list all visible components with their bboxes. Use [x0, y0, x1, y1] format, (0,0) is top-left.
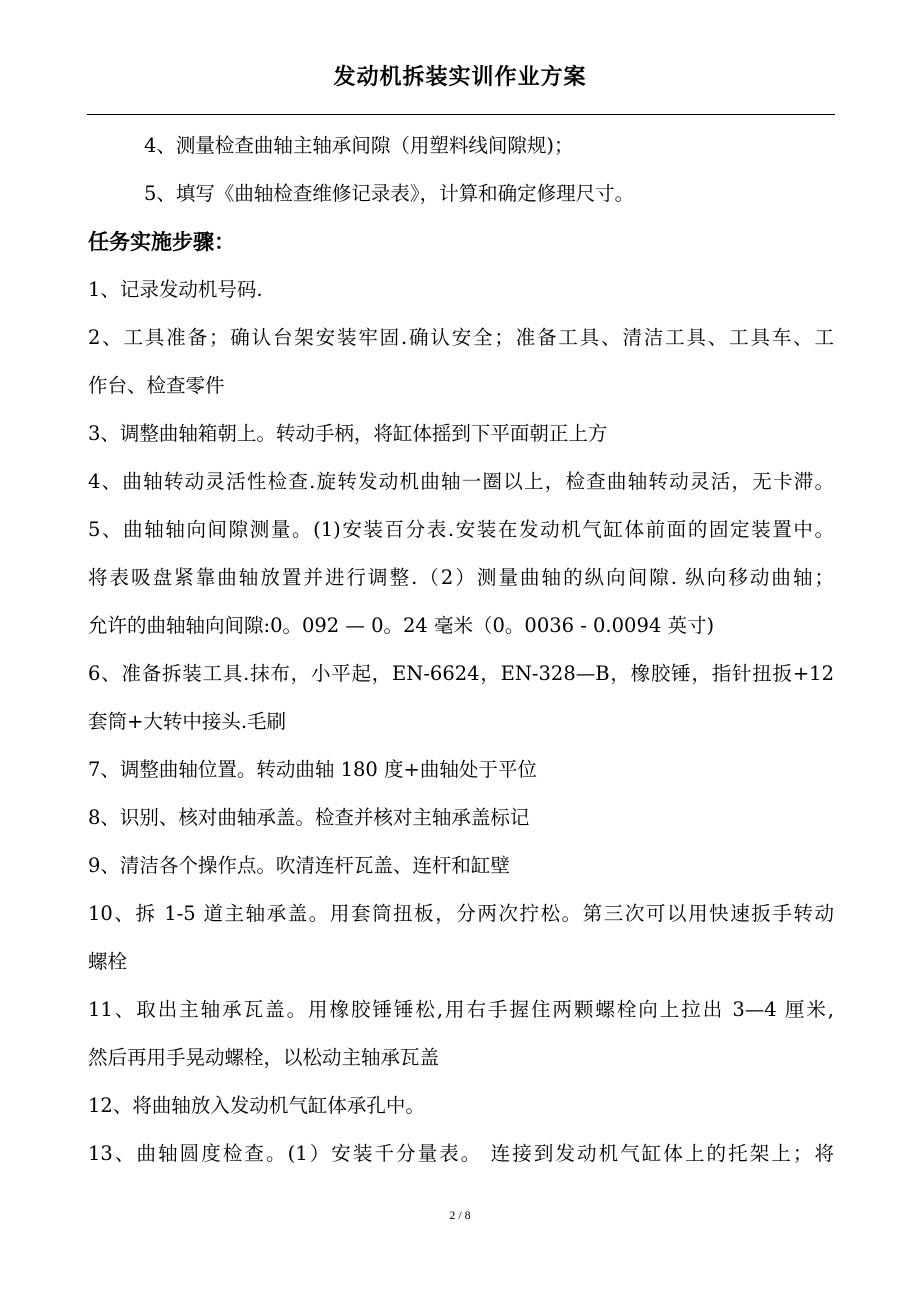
paragraph-line: 8、识别、核对曲轴承盖。检查并核对主轴承盖标记 [88, 806, 530, 829]
paragraph-line: 套筒+大转中接头.毛刷 [88, 710, 287, 733]
paragraph-line: 3、调整曲轴箱朝上。转动手柄，将缸体摇到下平面朝正上方 [88, 422, 608, 445]
paragraph-line: 2、工具准备；确认台架安装牢固.确认安全；准备工具、清洁工具、工具车、工 [88, 326, 834, 349]
paragraph-line: 9、清洁各个操作点。吹清连杆瓦盖、连杆和缸壁 [88, 854, 510, 877]
document-body [88, 122, 834, 1178]
paragraph-line: 作台、检查零件 [88, 374, 225, 397]
paragraph-line: 然后再用手晃动螺栓，以松动主轴承瓦盖 [88, 1046, 440, 1069]
paragraph-line: 10、拆 1-5 道主轴承盖。用套筒扭板，分两次拧松。第三次可以用快速扳手转动 [88, 902, 834, 925]
paragraph-line: 12、将曲轴放入发动机气缸体承孔中。 [88, 1094, 425, 1117]
paragraph-line: 4、曲轴转动灵活性检查.旋转发动机曲轴一圈以上，检查曲轴转动灵活，无卡滞。 [88, 470, 834, 493]
paragraph-line: 螺栓 [88, 950, 128, 973]
paragraph-line: 允许的曲轴轴向间隙:0。092 — 0。24 毫米（0。0036 - 0.0094 英寸) [88, 614, 715, 637]
page-number: 2 / 8 [449, 1208, 471, 1222]
page-title: 发动机拆装实训作业方案 [333, 65, 587, 90]
paragraph-line: 1、记录发动机号码. [88, 278, 263, 301]
header-divider [87, 114, 835, 115]
paragraph-line: 13、曲轴圆度检查。(1）安装千分量表。 连接到发动机气缸体上的托架上；将 [88, 1142, 834, 1165]
paragraph-line: 将表吸盘紧靠曲轴放置并进行调整.（2）测量曲轴的纵向间隙. 纵向移动曲轴； [88, 566, 834, 589]
paragraph-line: 7、调整曲轴位置。转动曲轴 180 度+曲轴处于平位 [88, 758, 537, 781]
paragraph-line: 11、取出主轴承瓦盖。用橡胶锤锤松,用右手握住两颗螺栓向上拉出 3—4 厘米, [88, 998, 834, 1021]
paragraph-line: 5、填写《曲轴检查维修记录表》，计算和确定修理尺寸。 [144, 182, 635, 205]
section-heading: 任务实施步骤： [88, 230, 235, 254]
paragraph-line: 6、准备拆装工具.抹布，小平起，EN-6624，EN-328—B，橡胶锤，指针扭扳+12 [88, 662, 834, 685]
paragraph-line: 4、测量检查曲轴主轴承间隙（用塑料线间隙规)； [144, 134, 574, 157]
paragraph-line: 5、曲轴轴向间隙测量。(1)安装百分表.安装在发动机气缸体前面的固定装置中。 [88, 518, 834, 541]
